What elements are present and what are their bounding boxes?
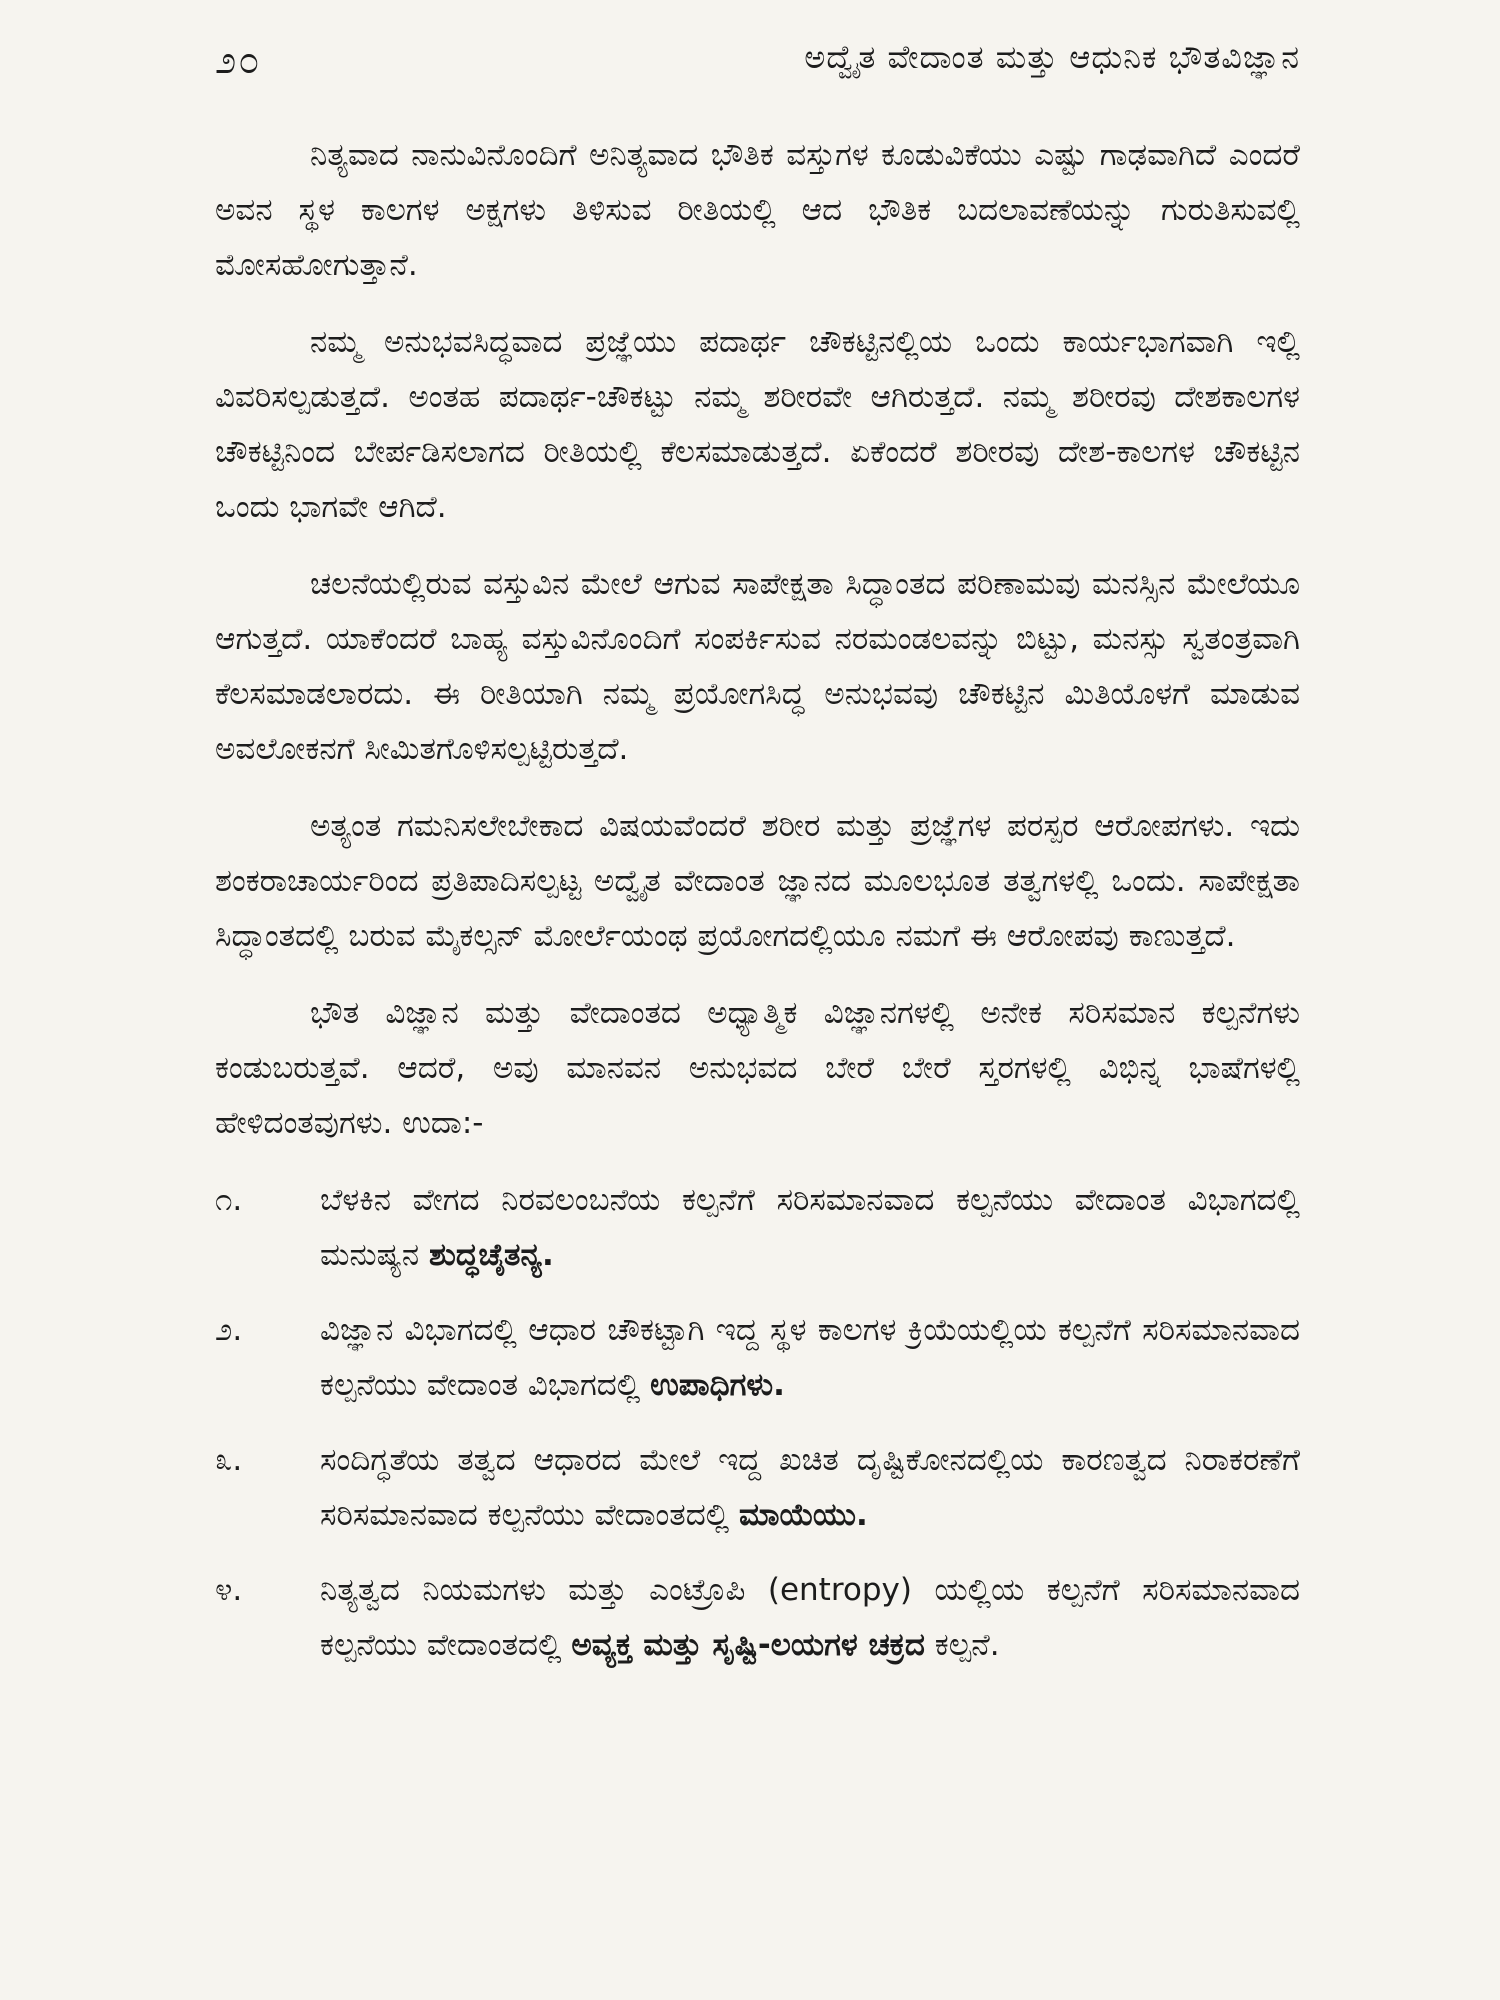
list-item-number: ೩. — [215, 1442, 243, 1478]
list-item-text: ಬೆಳಕಿನ ವೇಗದ ನಿರವಲಂಬನೆಯ ಕಲ್ಪನೆಗೆ ಸರಿಸಮಾನವಾದ ಕಲ್ಪನೆಯು ವೇದಾಂತ ವಿಭಾಗದಲ್ಲಿ ಮನುಷ್ಯನ — [320, 1182, 1300, 1273]
list-item-bold: ಅವ್ಯಕ್ತ ಮತ್ತು ಸೃಷ್ಟಿ-ಲಯಗಳ ಚಕ್ರದ — [571, 1627, 925, 1663]
list-item-bold: ಶುದ್ಧಚೈತನ್ಯ. — [429, 1237, 554, 1273]
list-item-bold: ಮಾಯೆಯು. — [739, 1497, 868, 1533]
paragraph: ನಮ್ಮ ಅನುಭವಸಿದ್ಧವಾದ ಪ್ರಜ್ಞೆಯು ಪದಾರ್ಥ ಚೌಕಟ್ಟಿನಲ್ಲಿಯ ಒಂದು ಕಾರ್ಯಭಾಗವಾಗಿ ಇಲ್ಲಿ ವಿವರಿಸಲ್ಪಡುತ್ತದೆ. ಅಂತಹ ಪದಾರ್ಥ-ಚೌಕಟ್ಟು ನಮ್ಮ ಶರೀರವೇ ಆಗಿರುತ್ತದೆ. ನಮ್ಮ ಶರೀರವು ದೇಶಕಾಲಗಳ ಚೌಕಟ್ಟಿನಿಂದ ಬೇರ್ಪಡಿಸಲಾಗದ ರೀತಿಯಲ್ಲಿ ಕೆಲಸಮಾಡುತ್ತದೆ. ಏಕೆಂದರೆ ಶರೀರವು ದೇಶ-ಕಾಲಗಳ ಚೌಕಟ್ಟಿನ ಒಂದು ಭಾಗವೇ ಆಗಿದೆ. — [215, 324, 1300, 525]
list-item-text: ನಿತ್ಯತ್ವದ ನಿಯಮಗಳು ಮತ್ತು ಎಂಟ್ರೊಪಿ (entropy) ಯಲ್ಲಿಯ ಕಲ್ಪನೆಗೆ ಸರಿಸಮಾನವಾದ ಕಲ್ಪನೆಯು ವೇದಾಂತದಲ್ಲಿ — [320, 1572, 1300, 1663]
list-item — [215, 1433, 1300, 1543]
parallels-list — [215, 1173, 1300, 1673]
list-item-text: ವಿಜ್ಞಾನ ವಿಭಾಗದಲ್ಲಿ ಆಧಾರ ಚೌಕಟ್ಟಾಗಿ ಇದ್ದ ಸ್ಥಳ ಕಾಲಗಳ ಕ್ರಿಯೆಯಲ್ಲಿಯ ಕಲ್ಪನೆಗೆ ಸರಿಸಮಾನವಾದ ಕಲ್ಪನೆಯು ವೇದಾಂತ ವಿಭಾಗದಲ್ಲಿ — [320, 1312, 1300, 1403]
paragraph: ಚಲನೆಯಲ್ಲಿರುವ ವಸ್ತುವಿನ ಮೇಲೆ ಆಗುವ ಸಾಪೇಕ್ಷತಾ ಸಿದ್ಧಾಂತದ ಪರಿಣಾಮವು ಮನಸ್ಸಿನ ಮೇಲೆಯೂ ಆಗುತ್ತದೆ. ಯಾಕೆಂದರೆ ಬಾಹ್ಯ ವಸ್ತುವಿನೊಂದಿಗೆ ಸಂಪರ್ಕಿಸುವ ನರಮಂಡಲವನ್ನು ಬಿಟ್ಟು, ಮನಸ್ಸು ಸ್ವತಂತ್ರವಾಗಿ ಕೆಲಸಮಾಡಲಾರದು. ಈ ರೀತಿಯಾಗಿ ನಮ್ಮ ಪ್ರಯೋಗಸಿದ್ಧ ಅನುಭವವು ಚೌಕಟ್ಟಿನ ಮಿತಿಯೊಳಗೆ ಮಾಡುವ ಅವಲೋಕನಗೆ ಸೀಮಿತಗೊಳಿಸಲ್ಪಟ್ಟಿರುತ್ತದೆ. — [215, 566, 1300, 767]
page-body — [215, 128, 1300, 1693]
list-item — [215, 1303, 1300, 1413]
list-item — [215, 1563, 1300, 1673]
list-item-number: ೧. — [215, 1182, 243, 1218]
list-item-text: ಸಂದಿಗ್ಧತೆಯ ತತ್ವದ ಆಧಾರದ ಮೇಲೆ ಇದ್ದ ಖಚಿತ ದೃಷ್ಟಿಕೋನದಲ್ಲಿಯ ಕಾರಣತ್ವದ ನಿರಾಕರಣೆಗೆ ಸರಿಸಮಾನವಾದ ಕಲ್ಪನೆಯು ವೇದಾಂತದಲ್ಲಿ — [320, 1442, 1300, 1533]
paragraph: ಅತ್ಯಂತ ಗಮನಿಸಲೇಬೇಕಾದ ವಿಷಯವೆಂದರೆ ಶರೀರ ಮತ್ತು ಪ್ರಜ್ಞೆಗಳ ಪರಸ್ಪರ ಆರೋಪಗಳು. ಇದು ಶಂಕರಾಚಾರ್ಯರಿಂದ ಪ್ರತಿಪಾದಿಸಲ್ಪಟ್ಟ ಅದ್ವೈತ ವೇದಾಂತ ಜ್ಞಾನದ ಮೂಲಭೂತ ತತ್ವಗಳಲ್ಲಿ ಒಂದು. ಸಾಪೇಕ್ಷತಾ ಸಿದ್ಧಾಂತದಲ್ಲಿ ಬರುವ ಮೈಕಲ್ಸನ್ ಮೋರ್ಲೆಯಂಥ ಪ್ರಯೋಗದಲ್ಲಿಯೂ ನಮಗೆ ಈ ಆರೋಪವು ಕಾಣುತ್ತದೆ. — [215, 808, 1300, 954]
list-item-bold: ಉಪಾಧಿಗಳು. — [650, 1367, 785, 1403]
page-header — [215, 38, 1300, 98]
page-number: ೨೦ — [215, 38, 262, 82]
list-item-number: ೨. — [215, 1312, 243, 1348]
paragraph: ಭೌತ ವಿಜ್ಞಾನ ಮತ್ತು ವೇದಾಂತದ ಅಧ್ಯಾತ್ಮಿಕ ವಿಜ್ಞಾನಗಳಲ್ಲಿ ಅನೇಕ ಸರಿಸಮಾನ ಕಲ್ಪನೆಗಳು ಕಂಡುಬರುತ್ತವೆ. ಆದರೆ, ಅವು ಮಾನವನ ಅನುಭವದ ಬೇರೆ ಬೇರೆ ಸ್ತರಗಳಲ್ಲಿ ವಿಭಿನ್ನ ಭಾಷೆಗಳಲ್ಲಿ ಹೇಳಿದಂತವುಗಳು. ಉದಾ:- — [215, 995, 1300, 1141]
list-item-number: ೪. — [215, 1572, 243, 1608]
list-item — [215, 1173, 1300, 1283]
paragraph: ನಿತ್ಯವಾದ ನಾನುವಿನೊಂದಿಗೆ ಅನಿತ್ಯವಾದ ಭೌತಿಕ ವಸ್ತುಗಳ ಕೂಡುವಿಕೆಯು ಎಷ್ಟು ಗಾಢವಾಗಿದೆ ಎಂದರೆ ಅವನ ಸ್ಥಳ ಕಾಲಗಳ ಅಕ್ಷಗಳು ತಿಳಿಸುವ ರೀತಿಯಲ್ಲಿ ಆದ ಭೌತಿಕ ಬದಲಾವಣೆಯನ್ನು ಗುರುತಿಸುವಲ್ಲಿ ಮೋಸಹೋಗುತ್ತಾನೆ. — [215, 137, 1300, 283]
list-item-after: ಕಲ್ಪನೆ. — [934, 1627, 1000, 1663]
running-title: ಅದ್ವೈತ ವೇದಾಂತ ಮತ್ತು ಆಧುನಿಕ ಭೌತವಿಜ್ಞಾನ — [804, 38, 1300, 76]
